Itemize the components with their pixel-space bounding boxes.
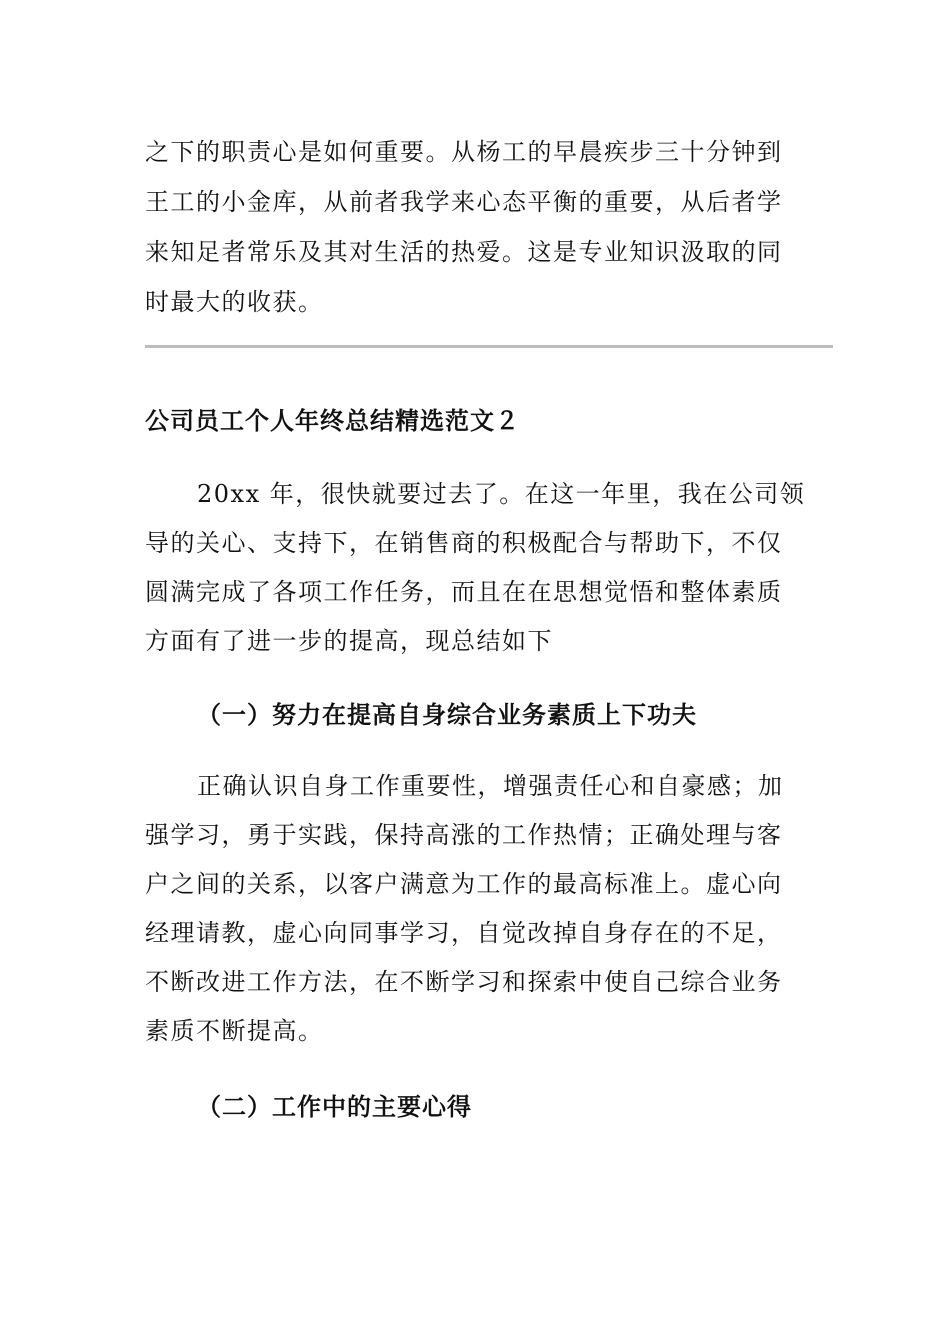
paragraph-line: 之下的职责心是如何重要。从杨工的早晨疾步三十分钟到 [145,138,783,166]
paragraph-line: 方面有了进一步的提高，现总结如下 [145,627,553,655]
paragraph-line: 来知足者常乐及其对生活的热爱。这是专业知识汲取的同 [145,238,783,266]
subheading: （二）工作中的主要心得 [197,1092,472,1121]
paragraph-line: 圆满完成了各项工作任务，而且在在思想觉悟和整体素质 [145,578,783,606]
paragraph-line: 导的关心、支持下，在销售商的积极配合与帮助下，不仅 [145,529,783,557]
section-title: 公司员工个人年终总结精选范文２ [145,406,520,435]
paragraph-line: 经理请教，虚心向同事学习，自觉改掉自身存在的不足， [145,919,783,947]
paragraph-line: 素质不断提高。 [145,1017,324,1045]
paragraph-line: 不断改进工作方法，在不断学习和探索中使自己综合业务 [145,968,783,996]
paragraph-line: 强学习，勇于实践，保持高涨的工作热情；正确处理与客 [145,821,783,849]
paragraph-line: 正确认识自身工作重要性，增强责任心和自豪感；加 [197,772,784,800]
subheading: （一）努力在提高自身综合业务素质上下功夫 [197,700,697,729]
paragraph-line: 王工的小金库，从前者我学来心态平衡的重要，从后者学 [145,188,783,216]
section-divider [145,345,833,348]
paragraph-line: 20xx 年，很快就要过去了。在这一年里，我在公司领 [197,480,806,508]
paragraph-line: 户之间的关系，以客户满意为工作的最高标准上。虚心向 [145,870,783,898]
paragraph-line: 时最大的收获。 [145,288,324,316]
